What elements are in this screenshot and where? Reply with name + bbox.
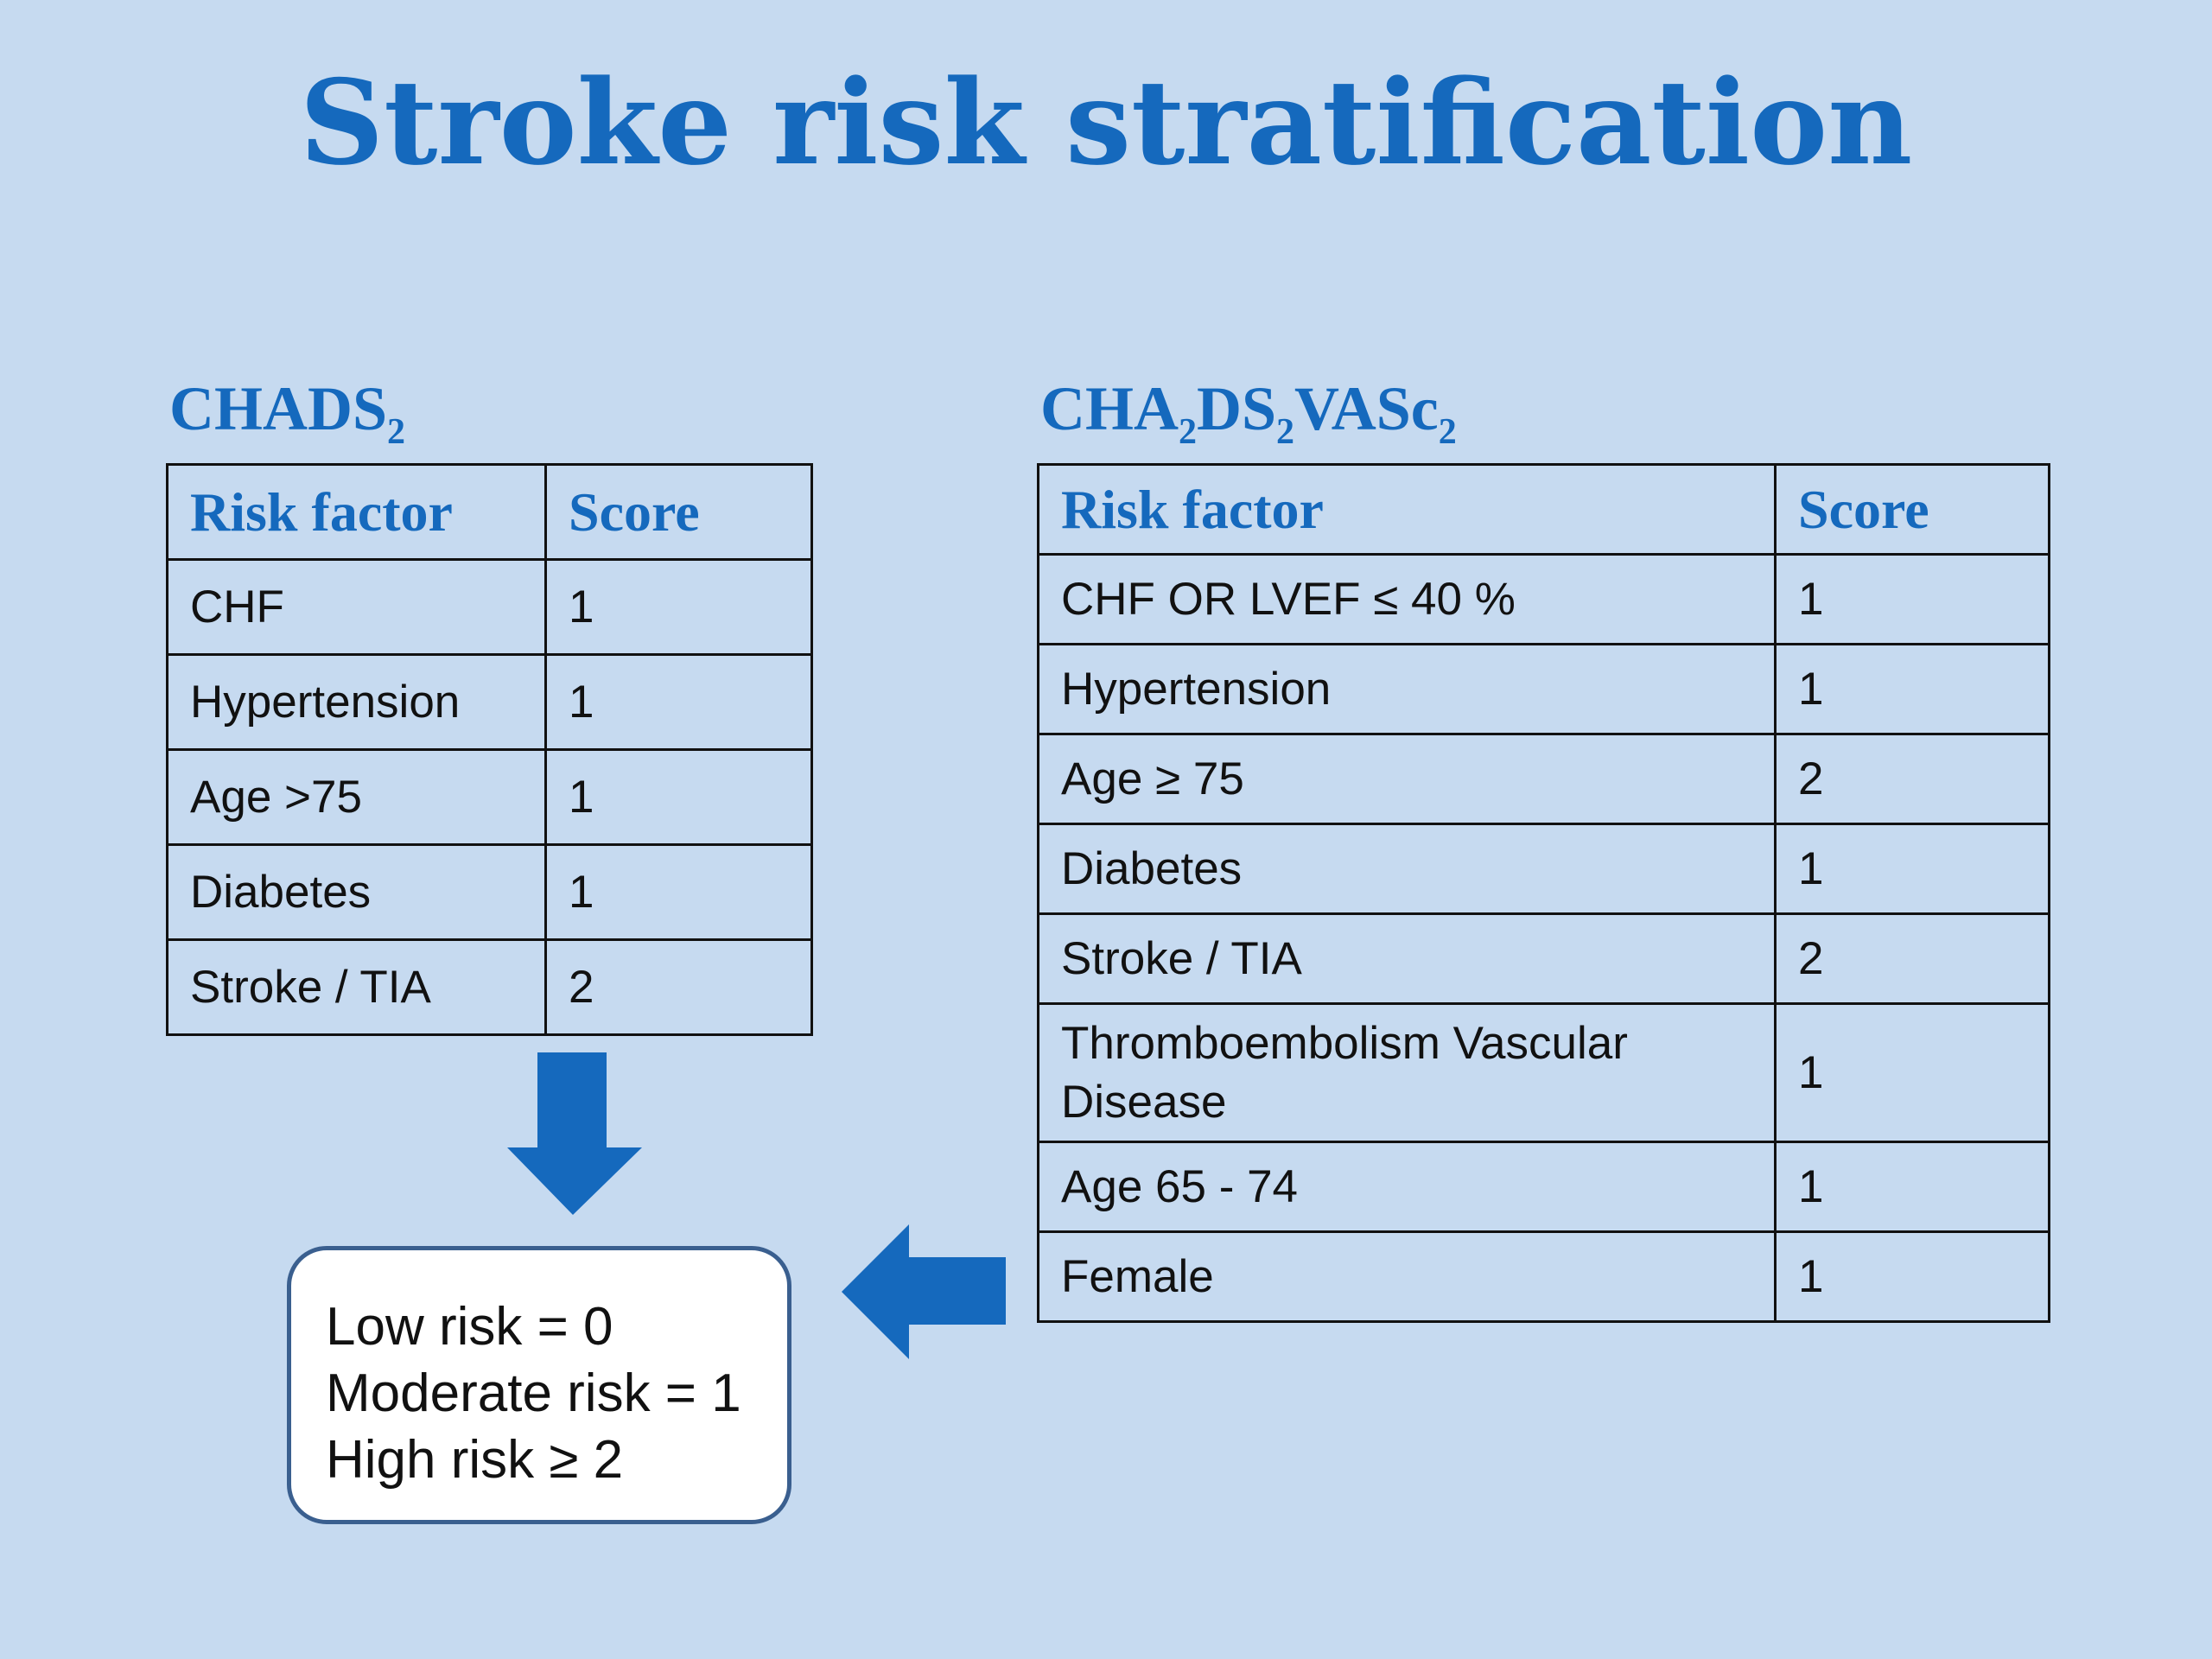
- table-row: [168, 845, 812, 940]
- column-header-score: Score: [546, 465, 812, 560]
- heading-subscript: 2: [1438, 412, 1457, 452]
- risk-factor-cell: CHF OR LVEF ≤ 40 %: [1039, 555, 1776, 645]
- risk-factor-cell: Hypertension: [1039, 645, 1776, 734]
- table-row: [1039, 645, 2050, 734]
- score-cell: 1: [1776, 824, 2050, 914]
- high-risk-text: High risk ≥ 2: [326, 1430, 624, 1490]
- risk-factor-cell: Hypertension: [168, 655, 546, 750]
- score-cell: 1: [1776, 1004, 2050, 1142]
- low-risk-text: Low risk = 0: [326, 1297, 613, 1357]
- arrow-down-icon: [505, 1052, 644, 1217]
- column-header-risk-factor: Risk factor: [1039, 465, 1776, 555]
- heading-part: CHA: [1040, 374, 1179, 443]
- table-row: [1039, 734, 2050, 824]
- table-header-row: [168, 465, 812, 560]
- chads2-table: [166, 463, 813, 1036]
- risk-factor-line: Thromboembolism Vascular: [1061, 1017, 1628, 1069]
- column-header-risk-factor: Risk factor: [168, 465, 546, 560]
- score-cell: 1: [1776, 1142, 2050, 1232]
- risk-factor-cell: Age 65 - 74: [1039, 1142, 1776, 1232]
- table-row: [1039, 1004, 2050, 1142]
- table-row: [1039, 1232, 2050, 1322]
- table-header-row: [1039, 465, 2050, 555]
- risk-factor-cell: CHF: [168, 560, 546, 655]
- heading-subscript: 2: [1179, 412, 1197, 452]
- chads2-heading-main: CHADS: [169, 374, 388, 443]
- chads2-heading: [169, 370, 406, 452]
- heading-subscript: 2: [1276, 412, 1295, 452]
- column-header-score: Score: [1776, 465, 2050, 555]
- cha2ds2vasc2-heading: [1040, 370, 1457, 452]
- table-row: [168, 560, 812, 655]
- risk-factor-cell: Female: [1039, 1232, 1776, 1322]
- table-row: [1039, 555, 2050, 645]
- table-row: [168, 750, 812, 845]
- table-row: [168, 940, 812, 1035]
- score-cell: 1: [1776, 645, 2050, 734]
- chads2-heading-subscript: 2: [387, 412, 406, 452]
- moderate-risk-text: Moderate risk = 1: [326, 1363, 741, 1423]
- risk-levels-box: [287, 1246, 791, 1524]
- score-cell: 1: [1776, 555, 2050, 645]
- score-cell: 2: [546, 940, 812, 1035]
- table-row: [168, 655, 812, 750]
- score-cell: 1: [546, 845, 812, 940]
- score-cell: 1: [1776, 1232, 2050, 1322]
- table-row: [1039, 1142, 2050, 1232]
- heading-part: VASc: [1294, 374, 1439, 443]
- arrow-left-icon: [840, 1223, 1009, 1361]
- score-cell: 1: [546, 655, 812, 750]
- score-cell: 1: [546, 750, 812, 845]
- risk-factor-cell: [1039, 1004, 1776, 1142]
- table-row: [1039, 914, 2050, 1004]
- risk-factor-cell: Age ≥ 75: [1039, 734, 1776, 824]
- score-cell: 1: [546, 560, 812, 655]
- cha2ds2vasc2-table: [1037, 463, 2050, 1323]
- risk-factor-cell: Age >75: [168, 750, 546, 845]
- risk-factor-line: Disease: [1061, 1076, 1227, 1128]
- score-cell: 2: [1776, 914, 2050, 1004]
- risk-factor-cell: Stroke / TIA: [168, 940, 546, 1035]
- table-row: [1039, 824, 2050, 914]
- risk-factor-cell: Diabetes: [168, 845, 546, 940]
- page-title: Stroke risk stratification: [299, 54, 1913, 191]
- risk-factor-cell: Diabetes: [1039, 824, 1776, 914]
- score-cell: 2: [1776, 734, 2050, 824]
- heading-part: DS: [1197, 374, 1277, 443]
- risk-factor-cell: Stroke / TIA: [1039, 914, 1776, 1004]
